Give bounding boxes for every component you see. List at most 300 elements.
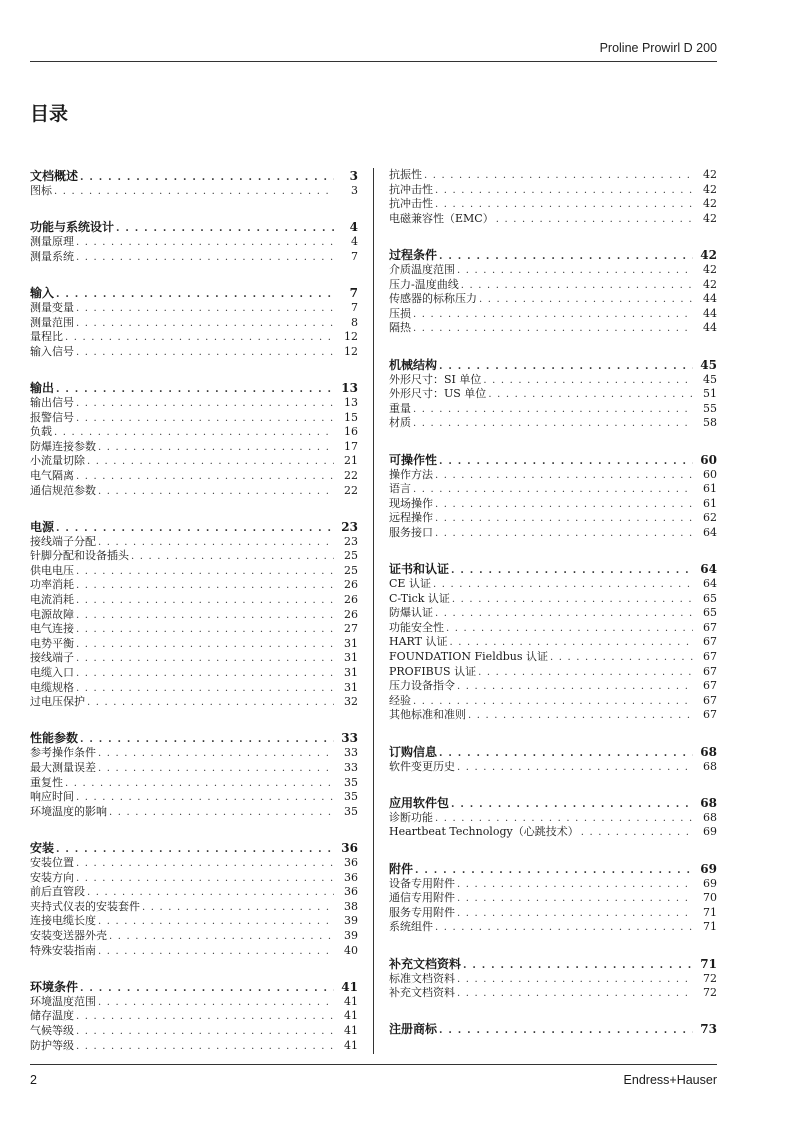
toc-entry[interactable]	[30, 469, 358, 484]
toc-page-number: 58	[703, 416, 717, 430]
dot-leader	[463, 958, 693, 974]
toc-entry[interactable]	[30, 549, 358, 564]
toc-page-number: 26	[344, 607, 358, 621]
toc-page-number: 64	[700, 562, 717, 577]
toc-entry[interactable]	[30, 250, 358, 265]
toc-page-number: 42	[703, 262, 717, 276]
toc-page-number: 69	[703, 876, 717, 890]
toc-entry[interactable]	[389, 906, 717, 921]
toc-entry[interactable]	[389, 986, 717, 1001]
toc-page-number: 71	[703, 905, 717, 919]
toc-entry-label: 现场操作	[389, 496, 433, 510]
dot-leader	[435, 512, 693, 527]
document-title: Proline Prowirl D 200	[599, 41, 717, 55]
toc-page-number: 62	[703, 511, 717, 525]
toc-entry[interactable]	[30, 345, 358, 360]
toc-entry[interactable]	[389, 708, 717, 723]
dot-leader	[446, 622, 693, 637]
toc-entry-label: 电流消耗	[30, 593, 74, 607]
toc-page-number: 64	[703, 577, 717, 591]
dot-leader	[550, 651, 693, 666]
toc-section-title: 输出	[30, 380, 55, 395]
toc-entry[interactable]	[389, 694, 717, 709]
dot-leader	[54, 185, 334, 200]
toc-entry-label: 电缆入口	[30, 666, 74, 680]
dot-leader	[76, 1025, 334, 1040]
toc-entry-label: 功率消耗	[30, 578, 74, 592]
toc-entry-label: 外形尺寸：US 单位	[389, 387, 487, 401]
toc-section	[389, 1021, 717, 1037]
toc-entry-label: 电缆规格	[30, 680, 74, 694]
toc-entry-label: 压力设备指令	[389, 679, 455, 693]
toc-entry[interactable]	[389, 621, 717, 636]
toc-section-heading[interactable]	[389, 247, 717, 263]
toc-page-number: 45	[703, 372, 717, 386]
toc-entry-label: 连接电缆长度	[30, 914, 96, 928]
toc-entry[interactable]	[30, 681, 358, 696]
toc-entry-label: 传感器的标称压力	[389, 292, 477, 306]
toc-entry[interactable]	[30, 396, 358, 411]
toc-entry[interactable]	[30, 301, 358, 316]
dot-leader	[457, 264, 693, 279]
dot-leader	[76, 857, 334, 872]
toc-entry[interactable]	[389, 183, 717, 198]
toc-entry-label: FOUNDATION Fieldbus 认证	[389, 650, 549, 664]
dot-leader	[76, 667, 334, 682]
toc-section-heading[interactable]	[30, 219, 358, 235]
toc-section-heading[interactable]	[389, 1021, 717, 1037]
toc-entry-label: 系统组件	[389, 920, 433, 934]
toc-page-number: 42	[703, 197, 717, 211]
toc-page-number: 16	[344, 425, 358, 439]
toc-entry[interactable]	[30, 944, 358, 959]
toc-section-heading[interactable]	[389, 452, 717, 468]
toc-entry[interactable]	[389, 891, 717, 906]
toc-section	[30, 219, 358, 264]
dot-leader	[457, 973, 693, 988]
toc-entry[interactable]	[30, 995, 358, 1010]
toc-section-title: 应用软件包	[389, 795, 450, 810]
toc-entry-label: 环境温度范围	[30, 994, 96, 1008]
toc-entry[interactable]	[30, 484, 358, 499]
toc-section-title: 输入	[30, 285, 55, 300]
toc-section	[30, 840, 358, 958]
toc-entry[interactable]	[389, 468, 717, 483]
dot-leader	[452, 593, 693, 608]
toc-page-number: 26	[344, 578, 358, 592]
toc-entry-label: 诊断功能	[389, 810, 433, 824]
toc-page-number: 68	[700, 744, 717, 759]
dot-leader	[435, 921, 693, 936]
toc-entry[interactable]	[389, 972, 717, 987]
toc-page-number: 67	[703, 650, 717, 664]
toc-page-number: 13	[341, 380, 358, 395]
dot-leader	[98, 996, 334, 1011]
toc-entry[interactable]	[389, 373, 717, 388]
toc-entry[interactable]	[30, 535, 358, 550]
toc-section-title: 环境条件	[30, 979, 79, 994]
toc-page-number: 44	[703, 321, 717, 335]
toc-page-number: 41	[344, 1038, 358, 1052]
toc-section-heading[interactable]	[30, 730, 358, 746]
dot-leader	[80, 170, 334, 186]
dot-leader	[435, 198, 693, 213]
toc-page-number: 35	[344, 804, 358, 818]
toc-entry[interactable]	[389, 526, 717, 541]
toc-section-heading[interactable]	[30, 979, 358, 995]
toc-page-number: 44	[703, 306, 717, 320]
toc-page-number: 4	[349, 220, 358, 235]
toc-page-number: 67	[703, 679, 717, 693]
toc-page-number: 32	[344, 695, 358, 709]
toc-entry-label: 前后直管段	[30, 885, 85, 899]
toc-entry[interactable]	[30, 746, 358, 761]
dot-leader	[439, 1023, 693, 1039]
toc-page-number: 41	[344, 1009, 358, 1023]
toc-entry[interactable]	[30, 1024, 358, 1039]
toc-section	[30, 168, 358, 199]
toc-section	[389, 861, 717, 935]
toc-entry[interactable]	[30, 622, 358, 637]
toc-entry[interactable]	[389, 197, 717, 212]
dot-leader	[65, 331, 334, 346]
toc-section-heading[interactable]	[30, 519, 358, 535]
toc-entry[interactable]	[30, 871, 358, 886]
toc-section-title: 可操作性	[389, 452, 438, 467]
dot-leader	[76, 1010, 334, 1025]
toc-entry-label: 输出信号	[30, 395, 74, 409]
dot-leader	[413, 308, 693, 323]
dot-leader	[65, 777, 334, 792]
toc-entry-label: 最大测量误差	[30, 761, 96, 774]
toc-entry[interactable]	[389, 263, 717, 278]
toc-entry-label: 服务接口	[389, 525, 433, 539]
toc-page-number: 31	[344, 636, 358, 650]
toc-entry[interactable]	[30, 761, 358, 776]
dot-leader	[76, 251, 334, 266]
toc-page-number: 51	[703, 387, 717, 401]
toc-entry[interactable]	[389, 321, 717, 336]
toc-entry-label: 重量	[389, 401, 411, 415]
column-divider	[373, 168, 374, 1054]
dot-leader	[98, 441, 334, 456]
dot-leader	[435, 184, 693, 199]
toc-page-number: 42	[703, 277, 717, 291]
toc-entry-label: 安装变送器外壳	[30, 928, 107, 942]
toc-entry[interactable]	[389, 606, 717, 621]
toc-page-number: 71	[700, 956, 717, 971]
toc-section-heading[interactable]	[30, 168, 358, 184]
toc-entry-label: 过电压保护	[30, 695, 85, 709]
toc-page-number: 22	[344, 468, 358, 482]
toc-entry[interactable]	[30, 695, 358, 710]
toc-section-title: 证书和认证	[389, 562, 450, 577]
dot-leader	[439, 454, 693, 470]
dot-leader	[76, 872, 334, 887]
dot-leader	[76, 302, 334, 317]
toc-entry[interactable]	[30, 564, 358, 579]
toc-entry[interactable]	[30, 440, 358, 455]
dot-leader	[109, 930, 334, 945]
toc-entry[interactable]	[30, 651, 358, 666]
dot-leader	[98, 762, 334, 777]
toc-entry-label: PROFIBUS 认证	[389, 664, 477, 678]
toc-section-heading[interactable]	[389, 357, 717, 373]
toc-page-number: 64	[703, 525, 717, 539]
toc-section-title: 补充文档资料	[389, 956, 462, 971]
dot-leader	[76, 412, 334, 427]
toc-entry[interactable]	[30, 929, 358, 944]
toc-page-number: 61	[703, 482, 717, 496]
toc-page-number: 36	[344, 885, 358, 899]
toc-section	[389, 956, 717, 1001]
toc-entry-label: 针脚分配和设备插头	[30, 549, 129, 563]
toc-entry-label: 操作方法	[389, 467, 433, 481]
toc-entry-label: 防爆连接参数	[30, 439, 96, 453]
toc-page-number: 68	[700, 795, 717, 810]
toc-column-left	[30, 168, 358, 1074]
toc-entry[interactable]	[30, 1009, 358, 1024]
toc-page-number: 27	[344, 622, 358, 636]
toc-entry[interactable]	[30, 608, 358, 623]
toc-page-number: 61	[703, 496, 717, 510]
dot-leader	[76, 594, 334, 609]
toc-page-number: 33	[344, 761, 358, 774]
toc-section	[30, 979, 358, 1053]
toc-entry[interactable]	[30, 411, 358, 426]
toc-page-number: 60	[700, 452, 717, 467]
toc-entry[interactable]	[389, 679, 717, 694]
toc-entry[interactable]	[30, 856, 358, 871]
toc-entry[interactable]	[389, 387, 717, 402]
toc-section-title: 注册商标	[389, 1022, 438, 1037]
toc-section	[389, 168, 717, 226]
toc-section	[389, 452, 717, 541]
toc-entry[interactable]	[389, 212, 717, 227]
toc-entry-label: 压力-温度曲线	[389, 277, 459, 291]
toc-page-number: 67	[703, 708, 717, 722]
toc-entry-label: CE 认证	[389, 577, 431, 591]
toc-page-number: 33	[341, 731, 358, 746]
toc-section-title: 文档概述	[30, 169, 79, 183]
dot-leader	[76, 638, 334, 653]
toc-page-number: 55	[703, 401, 717, 415]
dot-leader	[76, 791, 334, 806]
toc-entry[interactable]	[389, 307, 717, 322]
toc-page-number: 22	[344, 483, 358, 497]
toc-entry[interactable]	[30, 805, 358, 820]
toc-entry[interactable]	[389, 635, 717, 650]
toc-page-number: 13	[344, 395, 358, 409]
toc-entry[interactable]	[389, 511, 717, 526]
toc-section	[30, 285, 358, 359]
toc-entry[interactable]	[30, 316, 358, 331]
toc-entry-label: 电气连接	[30, 622, 74, 636]
toc-section-title: 性能参数	[30, 731, 79, 746]
dot-leader	[76, 397, 334, 412]
dot-leader	[80, 981, 334, 997]
toc-entry[interactable]	[389, 877, 717, 892]
toc-page-number: 26	[344, 593, 358, 607]
toc-section-title: 附件	[389, 861, 414, 876]
toc-page-number: 12	[344, 344, 358, 358]
toc-entry[interactable]	[389, 592, 717, 607]
toc-page-number: 39	[344, 914, 358, 928]
toc-page-number: 60	[703, 467, 717, 481]
toc-section-heading[interactable]	[30, 840, 358, 856]
toc-entry[interactable]	[30, 666, 358, 681]
toc-entry-label: 隔热	[389, 321, 411, 335]
dot-leader	[98, 536, 334, 551]
toc-section-heading[interactable]	[389, 744, 717, 760]
toc-entry[interactable]	[30, 776, 358, 791]
toc-entry[interactable]	[389, 825, 717, 840]
toc-page-number: 67	[703, 620, 717, 634]
dot-leader	[457, 987, 693, 1002]
toc-entry[interactable]	[30, 184, 358, 199]
toc-section-heading[interactable]	[389, 561, 717, 577]
toc-section-title: 功能与系统设计	[30, 220, 115, 235]
dot-leader	[131, 550, 334, 565]
dot-leader	[76, 652, 334, 667]
toc-entry-label: 测量原理	[30, 235, 74, 249]
toc-page-number: 68	[703, 810, 717, 824]
dot-leader	[483, 374, 693, 389]
toc-entry[interactable]	[389, 416, 717, 431]
toc-section-title: 机械结构	[389, 357, 438, 372]
toc-entry[interactable]	[30, 914, 358, 929]
toc-entry[interactable]	[389, 650, 717, 665]
dot-leader	[54, 426, 334, 441]
toc-section-heading[interactable]	[389, 795, 717, 811]
toc-section-heading[interactable]	[389, 956, 717, 972]
dot-leader	[413, 417, 693, 432]
toc-page-number: 3	[351, 184, 358, 197]
dot-leader	[496, 213, 693, 228]
toc-entry[interactable]	[30, 1039, 358, 1054]
dot-leader	[87, 455, 334, 470]
toc-page-number: 33	[344, 746, 358, 760]
toc-entry-label: 外形尺寸：SI 单位	[389, 372, 482, 386]
dot-leader	[76, 565, 334, 580]
toc-entry[interactable]	[389, 920, 717, 935]
toc-entry-label: 接线端子分配	[30, 534, 96, 548]
toc-entry-label: 软件变更历史	[389, 759, 455, 773]
toc-entry-label: 测量系统	[30, 249, 74, 263]
toc-entry[interactable]	[30, 235, 358, 250]
dot-leader	[451, 797, 693, 813]
toc-page-number: 67	[703, 664, 717, 678]
dot-leader	[56, 382, 334, 398]
toc-entry[interactable]	[389, 168, 717, 183]
toc-entry[interactable]	[30, 637, 358, 652]
toc-page-number: 41	[344, 1023, 358, 1037]
toc-entry[interactable]	[389, 292, 717, 307]
dot-leader	[87, 696, 334, 711]
toc-entry[interactable]	[389, 278, 717, 293]
toc-page-number: 41	[341, 979, 358, 994]
toc-page-number: 68	[703, 759, 717, 773]
footer-brand: Endress+Hauser	[623, 1073, 717, 1087]
toc-entry[interactable]	[30, 578, 358, 593]
toc-page-number: 72	[703, 986, 717, 1000]
toc-entry[interactable]	[389, 760, 717, 775]
toc-page-number: 12	[344, 330, 358, 344]
dot-leader	[451, 563, 693, 579]
toc-page-number: 31	[344, 666, 358, 680]
toc-entry[interactable]	[389, 497, 717, 512]
toc-entry[interactable]	[30, 885, 358, 900]
toc-page-number: 35	[344, 790, 358, 804]
dot-leader	[457, 892, 693, 907]
dot-leader	[76, 346, 334, 361]
toc-entry-label: 电势平衡	[30, 636, 74, 650]
toc-entry[interactable]	[30, 454, 358, 469]
toc-entry-label: 响应时间	[30, 790, 74, 804]
dot-leader	[479, 293, 693, 308]
dot-leader	[76, 1040, 334, 1055]
dot-leader	[142, 901, 334, 916]
toc-page-number: 4	[351, 235, 358, 249]
dot-leader	[76, 579, 334, 594]
toc-entry-label: 设备专用附件	[389, 876, 455, 890]
toc-page-number: 7	[351, 300, 358, 314]
toc-entry[interactable]	[30, 593, 358, 608]
toc-entry[interactable]	[389, 482, 717, 497]
toc-entry-label: 抗冲击性	[389, 182, 433, 196]
toc-page-number: 8	[351, 315, 358, 329]
toc-section	[30, 380, 358, 498]
toc-page-number: 41	[344, 994, 358, 1008]
toc-section-heading[interactable]	[30, 380, 358, 396]
toc-entry-label: C-Tick 认证	[389, 591, 450, 605]
toc-section-heading[interactable]	[389, 861, 717, 877]
header-rule	[30, 61, 717, 62]
dot-leader	[457, 878, 693, 893]
dot-leader	[116, 221, 334, 237]
toc-entry-label: 服务专用附件	[389, 905, 455, 919]
toc-entry-label: 防护等级	[30, 1038, 74, 1052]
dot-leader	[98, 485, 334, 500]
toc-entry[interactable]	[389, 577, 717, 592]
toc-entry[interactable]	[389, 402, 717, 417]
toc-page-number: 39	[344, 928, 358, 942]
toc-entry[interactable]	[30, 900, 358, 915]
dot-leader	[76, 682, 334, 697]
dot-leader	[424, 169, 693, 184]
toc-page-number: 35	[344, 775, 358, 789]
toc-section-heading[interactable]	[30, 285, 358, 301]
toc-section-title: 电源	[30, 519, 55, 534]
toc-entry[interactable]	[30, 330, 358, 345]
toc-entry[interactable]	[389, 665, 717, 680]
toc-entry[interactable]	[30, 425, 358, 440]
dot-leader	[413, 483, 693, 498]
toc-page-number: 31	[344, 651, 358, 665]
toc-page-number: 72	[703, 971, 717, 985]
toc-entry-label: 安装位置	[30, 855, 74, 869]
toc-page-number: 42	[703, 182, 717, 196]
toc-entry[interactable]	[30, 790, 358, 805]
toc-entry-label: 夹持式仪表的安装套件	[30, 899, 140, 913]
toc-page-number: 40	[344, 943, 358, 957]
toc-entry[interactable]	[389, 811, 717, 826]
toc-page-number: 42	[700, 247, 717, 262]
toc-page-number: 25	[344, 563, 358, 577]
dot-leader	[461, 279, 693, 294]
toc-entry-label: 测量范围	[30, 315, 74, 329]
toc-page-number: 21	[344, 454, 358, 468]
